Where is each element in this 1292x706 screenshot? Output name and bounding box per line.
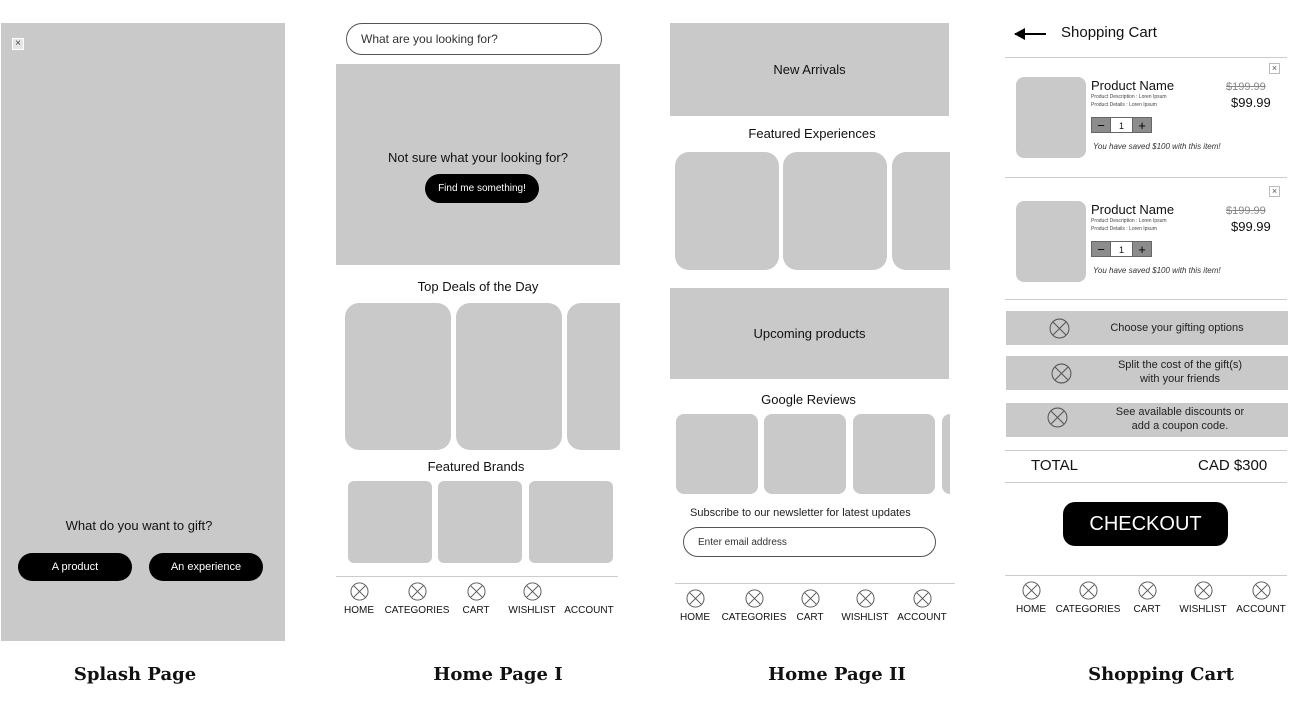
nav-wishlist-label: WISHLIST bbox=[508, 605, 556, 616]
review-card[interactable] bbox=[853, 414, 935, 494]
cart-icon bbox=[1138, 581, 1157, 600]
cart-title: Shopping Cart bbox=[1061, 24, 1157, 41]
nav-cart-label: CART bbox=[1133, 604, 1161, 615]
split-cost-line1: Split the cost of the gift(s) bbox=[1117, 359, 1243, 371]
bottom-nav bbox=[1005, 581, 1289, 621]
deal-card[interactable] bbox=[567, 303, 620, 450]
nav-divider bbox=[336, 576, 618, 577]
google-reviews-heading: Google Reviews bbox=[761, 391, 856, 407]
arrow-left-icon[interactable] bbox=[1013, 26, 1047, 42]
nav-categories-label: CATEGORIES bbox=[384, 605, 450, 616]
quantity-value[interactable]: 1 bbox=[1111, 241, 1132, 257]
split-cost-row[interactable] bbox=[1006, 356, 1288, 390]
upcoming-products-banner[interactable]: Upcoming products bbox=[670, 288, 949, 379]
total-label: TOTAL bbox=[1031, 457, 1078, 474]
bottom-nav bbox=[670, 589, 954, 629]
deal-card[interactable] bbox=[456, 303, 562, 450]
review-card[interactable] bbox=[676, 414, 758, 494]
review-card[interactable] bbox=[942, 414, 950, 494]
nav-home-label: HOME bbox=[680, 612, 710, 623]
quantity-value[interactable]: 1 bbox=[1111, 117, 1132, 133]
product-name: Product Name bbox=[1091, 202, 1175, 217]
divider bbox=[1005, 299, 1287, 300]
review-card[interactable] bbox=[764, 414, 846, 494]
cart-icon bbox=[801, 589, 820, 608]
hero-text: Not sure what your looking for? bbox=[388, 149, 568, 165]
product-details: Product Details : Loren Ipsum bbox=[1091, 102, 1157, 108]
circle-x-icon bbox=[1051, 363, 1072, 384]
split-cost-label bbox=[1092, 358, 1268, 386]
product-name: Product Name bbox=[1091, 78, 1175, 93]
cart-icon bbox=[467, 582, 486, 601]
search-input[interactable]: What are you looking for? bbox=[346, 23, 602, 55]
account-icon-placeholder bbox=[580, 582, 599, 601]
nav-account[interactable] bbox=[553, 582, 625, 616]
home-icon bbox=[686, 589, 705, 608]
divider bbox=[1005, 482, 1287, 483]
brand-card[interactable] bbox=[348, 481, 432, 563]
gifting-options-label: Choose your gifting options bbox=[1110, 322, 1244, 334]
experience-card[interactable] bbox=[783, 152, 887, 270]
discounts-row[interactable] bbox=[1006, 403, 1288, 437]
product-description: Product Description : Loren Ipsum bbox=[1091, 218, 1167, 224]
account-icon bbox=[1252, 581, 1271, 600]
original-price: $199.99 bbox=[1226, 205, 1266, 217]
total-value: CAD $300 bbox=[1198, 457, 1268, 474]
home-icon bbox=[350, 582, 369, 601]
brand-card[interactable] bbox=[529, 481, 613, 563]
product-description: Product Description : Loren Ipsum bbox=[1091, 94, 1167, 100]
nav-account-label: ACCOUNT bbox=[897, 612, 947, 623]
discounts-label bbox=[1092, 405, 1268, 433]
product-image bbox=[1016, 201, 1086, 282]
categories-icon bbox=[408, 582, 427, 601]
nav-account-label: ACCOUNT bbox=[564, 605, 614, 616]
savings-note: You have saved $100 with this item! bbox=[1093, 142, 1221, 151]
circle-x-icon bbox=[1049, 318, 1070, 339]
nav-cart-label: CART bbox=[462, 605, 490, 616]
cart-caption: Shopping Cart bbox=[1088, 663, 1234, 685]
increase-quantity-button[interactable]: + bbox=[1132, 117, 1152, 133]
newsletter-text: Subscribe to our newsletter for latest updates bbox=[690, 507, 911, 519]
bottom-nav bbox=[336, 582, 620, 622]
nav-categories-label: CATEGORIES bbox=[721, 612, 787, 623]
home1-caption: Home Page I bbox=[433, 663, 563, 685]
nav-cart-label: CART bbox=[796, 612, 824, 623]
divider bbox=[1005, 450, 1287, 451]
product-image bbox=[1016, 77, 1086, 158]
remove-item-icon[interactable]: × bbox=[1269, 63, 1280, 74]
nav-home-label: HOME bbox=[344, 605, 374, 616]
gift-product-button[interactable]: A product bbox=[18, 553, 132, 581]
wishlist-icon bbox=[523, 582, 542, 601]
nav-account[interactable] bbox=[1225, 581, 1292, 615]
wishlist-icon bbox=[856, 589, 875, 608]
discounts-line2: add a coupon code. bbox=[1131, 420, 1229, 432]
nav-home-label: HOME bbox=[1016, 604, 1046, 615]
discounts-line1: See available discounts or bbox=[1115, 406, 1245, 418]
close-icon[interactable]: × bbox=[12, 38, 24, 50]
increase-quantity-button[interactable]: + bbox=[1132, 241, 1152, 257]
experience-card[interactable] bbox=[675, 152, 779, 270]
nav-categories-label: CATEGORIES bbox=[1055, 604, 1121, 615]
nav-account-label: ACCOUNT bbox=[1236, 604, 1286, 615]
decrease-quantity-button[interactable]: − bbox=[1091, 241, 1111, 257]
split-cost-line2: with your friends bbox=[1139, 373, 1221, 385]
remove-item-icon[interactable]: × bbox=[1269, 186, 1280, 197]
divider bbox=[1005, 177, 1287, 178]
categories-icon bbox=[1079, 581, 1098, 600]
nav-divider bbox=[1005, 575, 1287, 576]
original-price: $199.99 bbox=[1226, 81, 1266, 93]
account-icon bbox=[913, 589, 932, 608]
nav-account[interactable] bbox=[886, 589, 958, 623]
deal-card[interactable] bbox=[345, 303, 451, 450]
featured-experiences-heading: Featured Experiences bbox=[748, 125, 876, 141]
top-deals-heading: Top Deals of the Day bbox=[417, 278, 539, 294]
categories-icon bbox=[745, 589, 764, 608]
nav-divider bbox=[675, 583, 955, 584]
wishlist-icon bbox=[1194, 581, 1213, 600]
savings-note: You have saved $100 with this item! bbox=[1093, 266, 1221, 275]
decrease-quantity-button[interactable]: − bbox=[1091, 117, 1111, 133]
product-details: Product Details : Loren Ipsum bbox=[1091, 226, 1157, 232]
divider bbox=[1005, 57, 1287, 58]
splash-caption: Splash Page bbox=[73, 663, 197, 685]
nav-wishlist-label: WISHLIST bbox=[841, 612, 889, 623]
checkout-button[interactable]: CHECKOUT bbox=[1063, 502, 1228, 546]
find-me-something-button[interactable]: Find me something! bbox=[425, 174, 539, 203]
splash-screen bbox=[1, 23, 285, 641]
circle-x-icon bbox=[1047, 407, 1068, 428]
brand-card[interactable] bbox=[438, 481, 522, 563]
gifting-options-row[interactable] bbox=[1006, 311, 1288, 345]
splash-question: What do you want to gift? bbox=[65, 517, 213, 533]
gift-experience-button[interactable]: An experience bbox=[149, 553, 263, 581]
sale-price: $99.99 bbox=[1231, 219, 1271, 234]
home2-caption: Home Page II bbox=[768, 663, 906, 685]
sale-price: $99.99 bbox=[1231, 95, 1271, 110]
new-arrivals-banner[interactable]: New Arrivals bbox=[670, 23, 949, 116]
nav-wishlist-label: WISHLIST bbox=[1179, 604, 1227, 615]
experience-card[interactable] bbox=[892, 152, 950, 270]
home-icon bbox=[1022, 581, 1041, 600]
email-input[interactable]: Enter email address bbox=[683, 527, 936, 557]
featured-brands-heading: Featured Brands bbox=[427, 458, 525, 474]
